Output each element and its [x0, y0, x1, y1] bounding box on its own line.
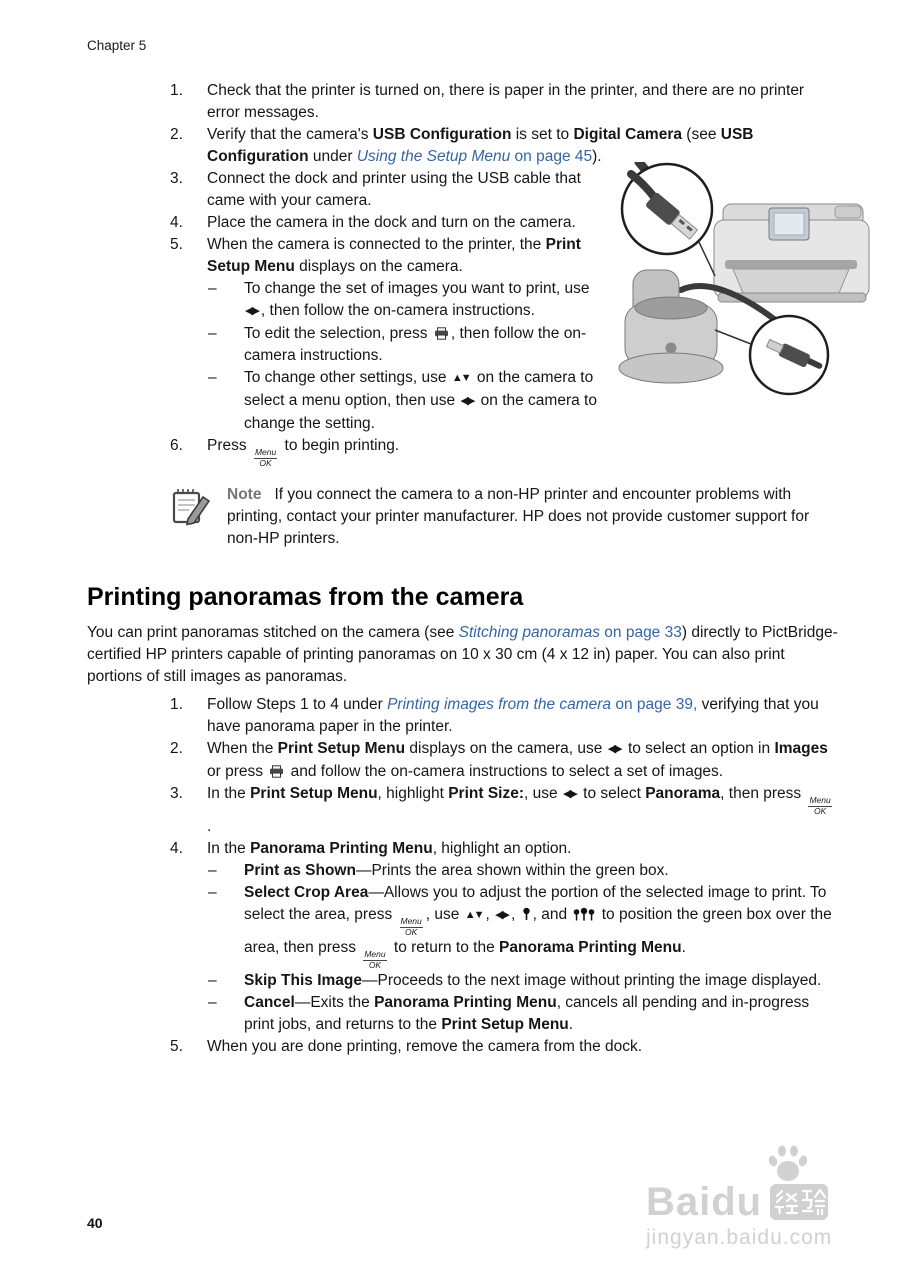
list-marker: 1. — [170, 82, 183, 99]
baidu-paw-icon — [766, 1144, 810, 1191]
cross-reference-link[interactable]: on page 33 — [599, 624, 682, 641]
text-segment: Place the camera in the dock and turn on the camera. — [207, 214, 576, 231]
bold-text: Print Size: — [448, 785, 525, 802]
left-right-arrows-icon: ◀▶ — [607, 743, 621, 755]
bold-text: Print Setup Menu — [277, 740, 406, 757]
bold-text: Panorama Printing Menu — [374, 994, 557, 1011]
text-segment: and follow the on-camera instructions to select a set of images. — [286, 763, 724, 780]
text-segment: displays on the camera. — [294, 258, 463, 275]
bold-text: Panorama Printing Menu — [250, 840, 433, 857]
text-segment: —Prints the area shown within the green box. — [355, 862, 669, 879]
up-down-arrows-icon: ▲▼ — [464, 909, 483, 921]
text-segment: . — [207, 818, 212, 835]
text-segment: under — [308, 148, 357, 165]
list-marker: 5. — [170, 1038, 183, 1055]
bold-text: Print Setup Menu — [250, 785, 378, 802]
list-marker: 6. — [170, 437, 183, 454]
list-marker: 5. — [170, 236, 183, 253]
list-marker: 1. — [170, 696, 183, 713]
bold-text: Skip This Image — [244, 972, 363, 989]
text-segment: to return to the — [389, 939, 500, 956]
text-segment: , then follow the on-camera instructions. — [244, 325, 587, 364]
list-item — [170, 124, 839, 168]
text-segment: on the camera to change the setting. — [244, 392, 597, 432]
cross-reference-link[interactable]: on page 45 — [510, 148, 593, 165]
text-segment: —Proceeds to the next image without printing the image displayed. — [362, 972, 822, 989]
menu-ok-button-icon: Menu OK — [809, 795, 831, 816]
sub-list-item — [170, 278, 839, 323]
bold-text: Panorama Printing Menu — [499, 939, 682, 956]
text-segment: to begin printing. — [280, 437, 400, 454]
list-item — [170, 1036, 839, 1058]
text-segment: To change other settings, use — [244, 369, 451, 386]
text-segment: , highlight — [377, 785, 449, 802]
text-segment: —Allows you to adjust the portion of the selected image to print. To select the area, press — [244, 884, 827, 923]
list-item — [170, 212, 839, 234]
text-segment: verifying that you have panorama paper in the printer. — [207, 696, 819, 735]
cross-reference-link[interactable]: on page 39, — [611, 696, 698, 713]
list-item — [170, 783, 839, 838]
sub-list-item — [170, 992, 839, 1036]
list-marker: – — [208, 994, 217, 1011]
baidu-watermark — [646, 1182, 886, 1250]
text-segment: Verify that the camera's — [207, 126, 373, 143]
list-item — [170, 694, 839, 738]
left-right-arrows-icon: ◀▶ — [245, 305, 258, 317]
text-segment: When the camera is connected to the printer, the — [207, 236, 546, 253]
menu-ok-button-icon: Menu OK — [364, 949, 386, 970]
cross-reference-link[interactable]: Printing images from the camera — [387, 696, 612, 713]
bold-text: Digital Camera — [573, 126, 682, 143]
sub-list-item — [170, 860, 839, 882]
list-marker: 4. — [170, 840, 183, 857]
text-segment: (see — [682, 126, 721, 143]
numbered-list-printing-steps-b-wrap — [170, 168, 839, 468]
list-marker: – — [208, 972, 217, 989]
text-segment: , — [485, 906, 495, 923]
main-content — [87, 80, 839, 1058]
bold-text: USB Configuration — [372, 126, 512, 143]
bold-text: Print Setup Menu — [441, 1016, 569, 1033]
numbered-list-printing-steps-a — [170, 80, 839, 168]
menu-ok-button-icon: Menu OK — [400, 916, 422, 937]
watermark-du-text: du — [711, 1180, 763, 1224]
text-segment: You can print panoramas stitched on the camera (see — [87, 624, 459, 641]
left-right-arrows-icon: ◀▶ — [495, 909, 509, 921]
list-marker: 3. — [170, 170, 183, 187]
bold-text: Select Crop Area — [244, 884, 369, 901]
note-icon — [170, 485, 210, 534]
left-right-arrows-icon: ◀▶ — [562, 788, 576, 800]
text-segment: , then follow the on-camera instructions. — [260, 302, 535, 319]
list-marker: – — [208, 280, 217, 297]
list-marker: – — [208, 325, 217, 342]
numbered-list-panoramas — [170, 694, 839, 1058]
list-marker: 2. — [170, 740, 183, 757]
text-segment: To change the set of images you want to print, use — [244, 280, 590, 297]
text-segment: ). — [592, 148, 602, 165]
list-item — [170, 80, 839, 124]
bold-text: USB Configuration — [207, 126, 754, 165]
sub-list-item — [170, 882, 839, 970]
text-segment: ) directly to PictBridge-certified HP printers capable of printing panoramas on 10 x 30 cm (4 x 12 in) paper. You can also print portions of still images as panoramas. — [87, 624, 838, 685]
text-segment: In the — [207, 840, 251, 857]
list-item — [170, 738, 839, 783]
print-button-icon — [434, 327, 449, 340]
bold-text: Panorama — [645, 785, 721, 802]
page-number: 40 — [87, 1215, 103, 1231]
watermark-url: jingyan.baidu.com — [646, 1226, 833, 1249]
list-marker: – — [208, 884, 217, 901]
numbered-list-printing-steps-b — [170, 168, 839, 468]
text-segment: Press — [207, 437, 251, 454]
note-text: If you connect the camera to a non-HP printer and encounter problems with printing, contact your printer manufacturer. HP does not provide customer support for non-HP printers. — [227, 486, 810, 547]
watermark-bai-text: Bai — [646, 1180, 712, 1224]
text-segment: , and — [532, 906, 572, 923]
text-segment: , highlight an option. — [432, 840, 572, 857]
text-segment: When the — [207, 740, 278, 757]
list-item — [170, 234, 839, 278]
list-item — [170, 168, 839, 212]
cross-reference-link[interactable]: Stitching panoramas — [458, 624, 600, 641]
text-segment: displays on the camera, use — [405, 740, 607, 757]
list-marker: 2. — [170, 126, 183, 143]
text-segment: Check that the printer is turned on, there is paper in the printer, and there are no printer error messages. — [207, 82, 805, 121]
zoom-in-icon — [573, 907, 595, 921]
list-item — [170, 435, 839, 468]
text-segment: on the camera to select a menu option, then use — [244, 369, 594, 409]
text-segment: . — [681, 939, 686, 956]
up-down-arrows-icon: ▲▼ — [451, 372, 470, 384]
list-marker: 3. — [170, 785, 183, 802]
sub-list-item — [170, 323, 839, 367]
text-segment: Connect the dock and printer using the USB cable that came with your camera. — [207, 170, 581, 209]
intro-paragraph — [87, 622, 839, 688]
note-box — [170, 484, 839, 556]
text-segment: to select — [578, 785, 646, 802]
bold-text: Print Setup Menu — [207, 236, 581, 275]
text-segment: , cancels all pending and in-progress print jobs, and returns to the — [244, 994, 810, 1033]
sub-list-item — [170, 367, 839, 435]
text-segment: to position the green box over the area, then press — [244, 906, 832, 956]
sub-list-item — [170, 970, 839, 992]
list-marker: – — [208, 862, 217, 879]
text-segment: To edit the selection, press — [244, 325, 432, 342]
text-segment: Follow Steps 1 to 4 under — [207, 696, 388, 713]
print-button-icon — [269, 765, 284, 778]
left-right-arrows-icon: ◀▶ — [460, 395, 474, 407]
bold-text: Print as Shown — [244, 862, 356, 879]
text-segment: When you are done printing, remove the camera from the dock. — [207, 1038, 643, 1055]
menu-ok-button-icon: Menu OK — [254, 447, 277, 468]
bold-text: Images — [774, 740, 828, 757]
text-segment: , — [511, 906, 520, 923]
text-segment: is set to — [511, 126, 574, 143]
note-label: Note — [227, 486, 262, 503]
list-item — [170, 838, 839, 860]
cross-reference-link[interactable]: Using the Setup Menu — [356, 148, 511, 165]
bold-text: Cancel — [244, 994, 295, 1011]
text-segment: In the — [207, 785, 251, 802]
text-segment: , use — [524, 785, 562, 802]
text-segment: —Exits the — [294, 994, 375, 1011]
zoom-out-icon — [522, 907, 531, 921]
list-marker: 4. — [170, 214, 183, 231]
section-heading: Printing panoramas from the camera — [87, 583, 524, 611]
text-segment: or press — [207, 763, 268, 780]
text-segment: , then press — [720, 785, 806, 802]
list-marker: – — [208, 369, 217, 386]
text-segment: , use — [425, 906, 464, 923]
chapter-header: Chapter 5 — [87, 38, 147, 53]
text-segment: to select an option in — [623, 740, 775, 757]
text-segment: . — [568, 1016, 574, 1033]
